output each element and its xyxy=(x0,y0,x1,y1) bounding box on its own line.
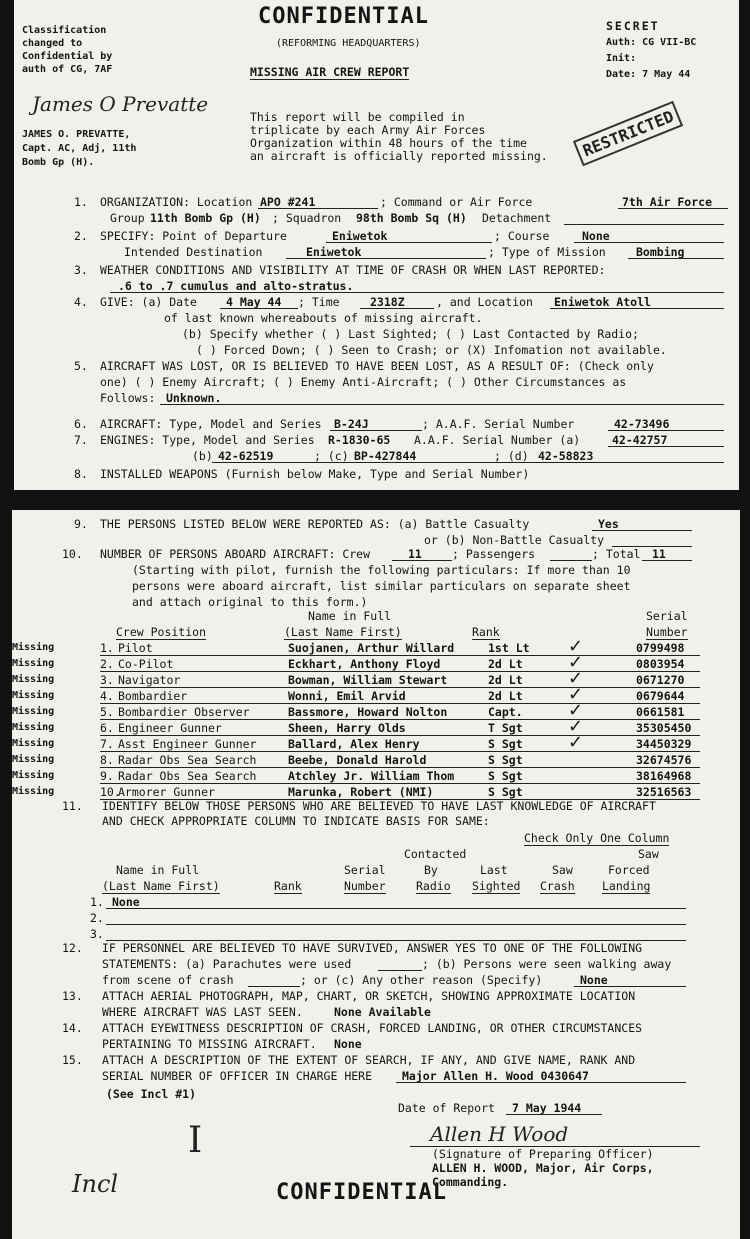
date-of-report-label: Date of Report xyxy=(398,1101,495,1115)
crew-rank: Capt. xyxy=(488,705,523,719)
check-mark-icon: ✓ xyxy=(568,716,584,737)
restricted-stamp: RESTRICTED xyxy=(573,101,684,167)
check-mark-icon: ✓ xyxy=(568,668,584,689)
crew-row-number: 6. xyxy=(100,721,114,735)
crew-status: Missing xyxy=(12,674,55,685)
date-of-report: 7 May 1944 xyxy=(512,1101,582,1115)
crew-status: Missing xyxy=(12,690,55,701)
crew-serial: 32674576 xyxy=(636,753,692,767)
crew-name: Atchley Jr. William Thom xyxy=(288,769,455,783)
report-page-2: 9. THE PERSONS LISTED BELOW WERE REPORTED AS: (a) Battle Casualty Yes or (b) Non-Battle Casualty 10. NUMBER OF PERSONS ABOARD AIRCRAFT: Crew 11 ; Passengers ; Total 11 (Starting with pilot, furnish the following particulars: If more than 10 persons were aboard aircraft, list similar particulars on separate sheet and attach original to this form.) Crew Position Name in Full (Last Name First) Rank Serial Number Missing 1. Pilot Suojanen, Arthur Willard 1st Lt 0799498 ✓ Missing 2. Co-Pilot Eckhart, Anthony Floyd 2d Lt 0803954 ✓ Missing 3. Navigator Bowman, William Stewart 2d Lt 0671270 ✓ Missing 4. Bombardier Wonni, Emil Arvid 2d Lt 0679644 ✓ Missing 5. Bombardier Observer Bassmore, Howard Nolton Capt. 0661581 ✓ Missing 6. Engineer Gunner Sheen, Harry Olds T Sgt 35305450 ✓ Missing 7. Asst Engineer Gunner Ballard, Alex Henry S Sgt 34450329 ✓ Missing 8. Radar Obs Sea Search Beebe, Donald Harold S Sgt 32674576 Missing 9. Radar Obs Sea Search Atchley Jr. William Thom S Sgt 38164968 Missing 10. Armorer Gunner Marunka, Robert (NMI) S Sgt 32516563 11. IDENTIFY BELOW THOSE PERSONS WHO ARE BELIEVED TO HAVE LAST KNOWLEDGE OF AIRCRAFT AND CHECK APPROPRIATE COLUMN TO INDICATE BASIS FOR SAME: Check Only One Column Contacted Saw Name in Full Serial By Last Saw Forced (Last Name First) Rank Number Radio Sighted Crash Landing 1. None 2. 3. 12. IF PERSONNEL ARE BELIEVED TO HAVE SURVIVED, ANSWER YES TO ONE OF THE FOLLOWING STATEMENTS: (a) Parachutes were used ; (b) Persons were seen walking away from scene of crash ; or (c) Any other reason (Specify) None 13. ATTACH AERIAL PHOTOGRAPH, MAP, CHART, OR SKETCH, SHOWING APPROXIMATE LOCATION WHERE AIRCRAFT WAS LAST SEEN. None Available 14. ATTACH EYEWITNESS DESCRIPTION OF CRASH, FORCED LANDING, OR OTHER CIRCUMSTANCES PERTAINING TO MISSING AIRCRAFT. None 15. ATTACH A DESCRIPTION OF THE EXTENT OF SEARCH, IF ANY, AND GIVE NAME, RANK AND SERIAL NUMBER OF OFFICER IN CHARGE HERE Major Allen H. Wood 0430647 (See Incl #1) Date of Report 7 May 1944 Allen H Wood (Signature of Preparing Officer) ALLEN H. WOOD, Major, Air Corps, Commanding. I Incl CONFIDENTIAL xyxy=(12,510,740,1239)
see-inclosure: (See Incl #1) xyxy=(106,1087,197,1101)
handwritten-mark: I xyxy=(188,1120,203,1161)
crew-name: Beebe, Donald Harold xyxy=(288,753,427,767)
crew-name: Wonni, Emil Arvid xyxy=(288,689,406,703)
secret-label: SECRET xyxy=(606,19,660,33)
crew-position: Pilot xyxy=(118,641,153,655)
check-mark-icon: ✓ xyxy=(568,652,584,673)
crew-serial: 0671270 xyxy=(636,673,685,687)
col-header-name: Name in Full xyxy=(308,609,392,623)
crew-rank: 2d Lt xyxy=(488,657,523,671)
crew-name: Eckhart, Anthony Floyd xyxy=(288,657,441,671)
crew-serial: 34450329 xyxy=(636,737,692,751)
crew-serial: 0661581 xyxy=(636,705,685,719)
crew-rank: 2d Lt xyxy=(488,673,523,687)
crew-name: Sheen, Harry Olds xyxy=(288,721,406,735)
crew-row-number: 3. xyxy=(100,673,114,687)
crew-position: Navigator xyxy=(118,673,181,687)
handwritten-incl: Incl xyxy=(72,1170,119,1198)
crew-status: Missing xyxy=(12,642,55,653)
adjutant-signature: James O Prevatte xyxy=(32,92,209,116)
crew-rank: S Sgt xyxy=(488,753,523,767)
crew-name: Marunka, Robert (NMI) xyxy=(288,785,434,799)
report-page-1: Classification changed to Confidential by auth of CG, 7AF CONFIDENTIAL (REFORMING HEADQUARTERS) MISSING AIR CREW REPORT SECRET Auth: CG VII-BC Init: Date: 7 May 44 RESTRICTED James O Prevatte JAMES O. PREVATTE, Capt. AC, Adj, 11th Bomb Gp (H). This report will be compiled in triplicate by each Army Air Forces Organization within 48 hours of the time an aircraft is officially reported missing. 1. ORGANIZATION: Location APO #241 ; Command or Air Force 7th Air Force Group 11th Bomb Gp (H) ; Squadron 98th Bomb Sq (H) Detachment 2. SPECIFY: Point of Departure Eniwetok ; Course None Intended Destination Eniwetok ; Type of Mission Bombing 3. WEATHER CONDITIONS AND VISIBILITY AT TIME OF CRASH OR WHEN LAST REPORTED: .6 to .7 cumulus and alto-stratus. 4. GIVE: (a) Date 4 May 44 ; Time 2318Z , and Location Eniwetok Atoll of last known whereabouts of missing aircraft. (b) Specify whether ( ) Last Sighted; ( ) Last Contacted by Radio; ( ) Forced Down; ( ) Seen to Crash; or (X) Infomation not available. 5. AIRCRAFT WAS LOST, OR IS BELIEVED TO HAVE BEEN LOST, AS A RESULT OF: (Check only one) ( ) Enemy Aircraft; ( ) Enemy Anti-Aircraft; ( ) Other Circumstances as Follows: Unknown. 6. AIRCRAFT: Type, Model and Series B-24J ; A.A.F. Serial Number 42-73496 7. ENGINES: Type, Model and Series R-1830-65 A.A.F. Serial Number (a) 42-42757 (b) 42-62519 ; (c) BP-427844 ; (d) 42-58823 8. INSTALLED WEAPONS (Furnish below Make, Type and Serial Number) xyxy=(14,0,739,490)
check-only-one-column: Check Only One Column xyxy=(524,831,670,845)
crew-name: Ballard, Alex Henry xyxy=(288,737,420,751)
crew-rank: S Sgt xyxy=(488,769,523,783)
crew-status: Missing xyxy=(12,786,55,797)
crew-serial: 32516563 xyxy=(636,785,692,799)
crew-rank: 2d Lt xyxy=(488,689,523,703)
crew-status: Missing xyxy=(12,658,55,669)
crew-rank: S Sgt xyxy=(488,737,523,751)
crew-position: Radar Obs Sea Search xyxy=(118,769,257,783)
col-header-position: Crew Position xyxy=(116,625,207,639)
crew-name: Suojanen, Arthur Willard xyxy=(288,641,455,655)
crew-row-number: 10. xyxy=(100,785,121,799)
confidential-header: CONFIDENTIAL xyxy=(258,4,429,29)
crew-row-number: 8. xyxy=(100,753,114,767)
crew-position: Co-Pilot xyxy=(118,657,174,671)
crew-status: Missing xyxy=(12,706,55,717)
check-mark-icon: ✓ xyxy=(568,684,584,705)
crew-status: Missing xyxy=(12,738,55,749)
col-header-rank: Rank xyxy=(472,625,500,639)
crew-position: Engineer Gunner xyxy=(118,721,222,735)
col-header-serial-sub: Number xyxy=(646,625,688,639)
crew-row-number: 4. xyxy=(100,689,114,703)
crew-status: Missing xyxy=(12,770,55,781)
check-mark-icon: ✓ xyxy=(568,732,584,753)
crew-position: Bombardier xyxy=(118,689,188,703)
crew-position: Radar Obs Sea Search xyxy=(118,753,257,767)
crew-serial: 38164968 xyxy=(636,769,692,783)
reforming-headquarters: (REFORMING HEADQUARTERS) xyxy=(276,38,421,49)
crew-serial: 0679644 xyxy=(636,689,685,703)
crew-name: Bassmore, Howard Nolton xyxy=(288,705,448,719)
check-mark-icon: ✓ xyxy=(568,700,584,721)
crew-rank: 1st Lt xyxy=(488,641,530,655)
crew-rank: S Sgt xyxy=(488,785,523,799)
crew-position: Armorer Gunner xyxy=(118,785,215,799)
crew-row-number: 5. xyxy=(100,705,114,719)
check-mark-icon: ✓ xyxy=(568,636,584,657)
officer-name: ALLEN H. WOOD, Major, Air Corps, xyxy=(432,1161,654,1175)
crew-name: Bowman, William Stewart xyxy=(288,673,448,687)
crew-rank: T Sgt xyxy=(488,721,523,735)
crew-row-number: 9. xyxy=(100,769,114,783)
crew-serial: 0799498 xyxy=(636,641,685,655)
crew-status: Missing xyxy=(12,754,55,765)
officer-signature: Allen H Wood xyxy=(430,1122,569,1146)
crew-serial: 35305450 xyxy=(636,721,692,735)
crew-row-number: 7. xyxy=(100,737,114,751)
col-header-serial: Serial xyxy=(646,609,688,623)
confidential-footer: CONFIDENTIAL xyxy=(276,1180,447,1205)
crew-row-number: 1. xyxy=(100,641,114,655)
report-title: MISSING AIR CREW REPORT xyxy=(250,65,410,79)
crew-position: Bombardier Observer xyxy=(118,705,250,719)
crew-status: Missing xyxy=(12,722,55,733)
crew-position: Asst Engineer Gunner xyxy=(118,737,257,751)
col-header-name-sub: (Last Name First) xyxy=(284,625,402,639)
crew-serial: 0803954 xyxy=(636,657,685,671)
crew-row-number: 2. xyxy=(100,657,114,671)
